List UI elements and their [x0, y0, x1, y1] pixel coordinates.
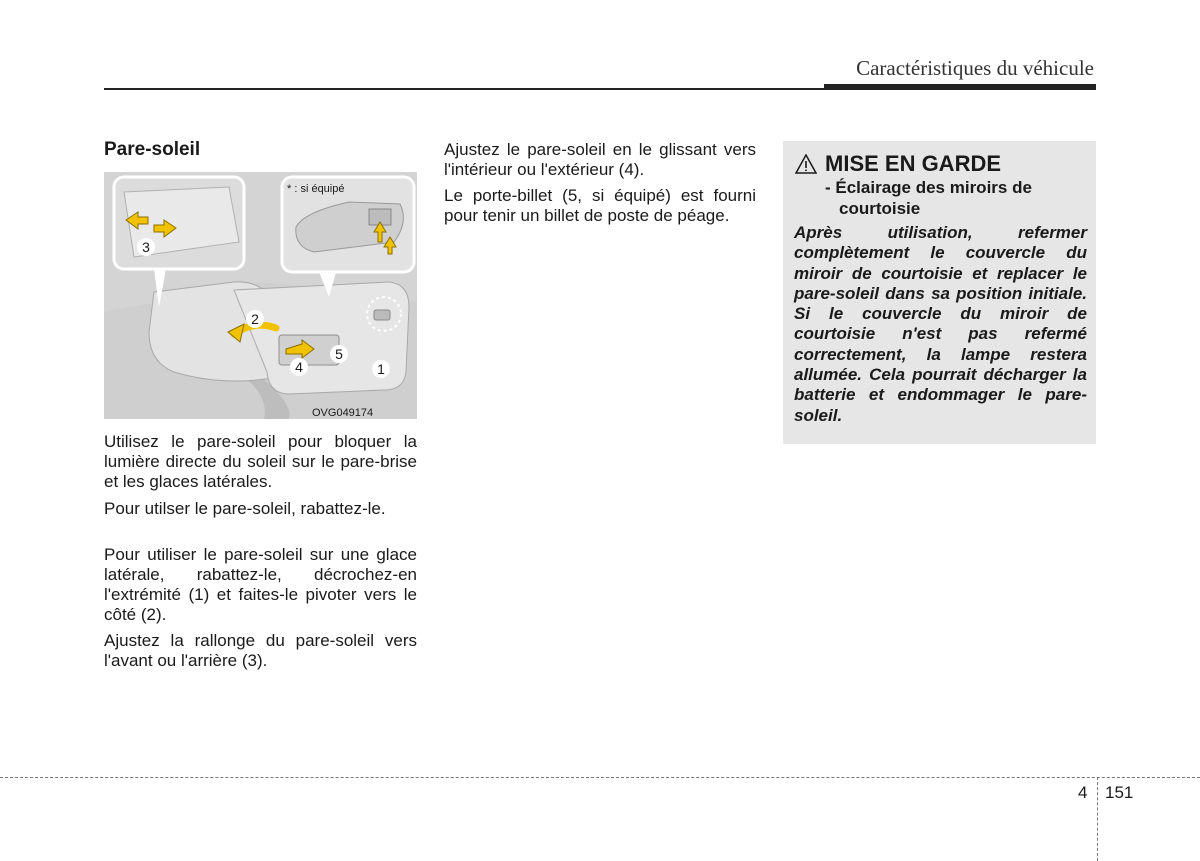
paragraph: Pour utilser le pare-soleil, rabattez-le. [104, 499, 386, 518]
warning-subtitle [825, 177, 1075, 219]
warning-triangle-icon [795, 154, 817, 174]
warning-body: Après utilisation, refermer complètement le couvercle du miroir de courtoisie et replacer le pare-soleil dans sa position initiale. Si le couvercle du miroir de courtoisie n'est pas refermé correctement, la lampe restera allumée. Cela pourrait décharger la batterie et endommager le pare-soleil. [794, 223, 1087, 425]
footer-divider [1097, 777, 1098, 861]
page-number: 151 [1105, 783, 1134, 802]
paragraph: Ajustez le pare-soleil en le glissant vers l'intérieur ou l'extérieur (4). [444, 140, 756, 179]
header-rule-accent [824, 84, 1096, 90]
callout-3: 3 [142, 239, 150, 255]
warning-heading [795, 151, 1001, 177]
paragraph: Utilisez le pare-soleil pour bloquer la lumière directe du soleil sur le pare-brise et les glaces latérales. [104, 432, 417, 491]
callout-1: 1 [377, 361, 385, 377]
sun-visor-illustration [104, 172, 417, 419]
figure-note: * : si équipé [287, 183, 345, 195]
callout-2: 2 [251, 311, 259, 327]
footer-rule [0, 777, 1200, 778]
header-title: Caractéristiques du véhicule [856, 56, 1094, 80]
paragraph: Pour utiliser le pare-soleil sur une glace latérale, rabattez-le, décrochez-en l'extrémité (1) et faites-le pivoter vers le côté (2). [104, 545, 417, 624]
section-title: Pare-soleil [104, 139, 201, 160]
warning-title: MISE EN GARDE [825, 151, 1002, 176]
callout-5: 5 [335, 346, 343, 362]
warning-box [783, 141, 1096, 444]
warning-subtitle-line2: courtoisie [839, 199, 921, 218]
callout-4: 4 [295, 359, 303, 375]
paragraph: Ajustez la rallonge du pare-soleil vers l'avant ou l'arrière (3). [104, 631, 417, 670]
chapter-number: 4 [1078, 783, 1088, 802]
figure-code: OVG049174 [312, 407, 374, 419]
warning-subtitle-line1: - Éclairage des miroirs de [825, 178, 1032, 197]
paragraph: Le porte-billet (5, si équipé) est fourni pour tenir un billet de poste de péage. [444, 186, 756, 225]
